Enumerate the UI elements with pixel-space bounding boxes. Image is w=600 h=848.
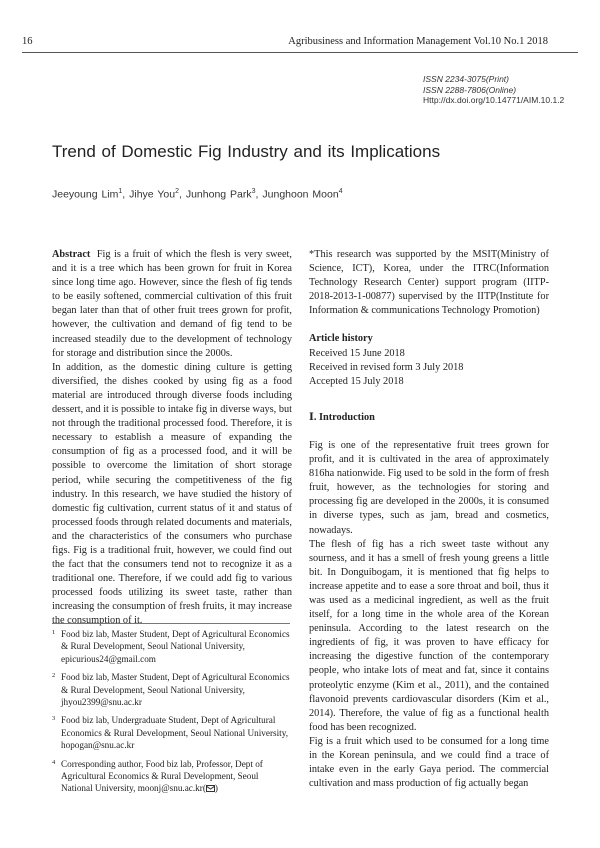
abstract-label: Abstract: [52, 249, 91, 260]
section-heading: Ⅰ. Introduction: [309, 411, 375, 423]
footnote-text: Corresponding author, Food biz lab, Professor, Dept of Agricultural Economics & Rural Development, Seoul National University, moonj@snu.ac.kr(: [61, 758, 263, 794]
history-item: Received in revised form 3 July 2018: [309, 361, 464, 373]
journal-header: Agribusiness and Information Management Vol.10 No.1 2018: [288, 36, 548, 47]
article-history: [309, 347, 549, 389]
author-mark: 3: [251, 188, 256, 195]
footnote-mark: 3: [52, 715, 56, 723]
footnote-text: Food biz lab, Undergraduate Student, Dept of Agricultural Economics & Rural Development, Seoul National University, hopogan@snu.ac.kr: [61, 715, 289, 751]
abstract-paragraph: [52, 248, 292, 361]
author-name: Jihye You: [129, 188, 176, 201]
history-item: Accepted 15 July 2018: [309, 375, 404, 387]
paper-title: Trend of Domestic Fig Industry and its Implications: [52, 142, 441, 161]
footnote-mark: 1: [52, 629, 56, 636]
page-number: 16: [22, 36, 33, 47]
issn-block: [423, 74, 564, 106]
footnote-body: Corresponding author, Food biz lab, Professor, Dept of Agricultural Economics & Rural Development, Seoul National University, moonj@snu.ac.kr( ): [61, 758, 263, 794]
footnote-mark: 4: [52, 758, 56, 766]
footnote-text: Food biz lab, Master Student, Dept of Agricultural Economics & Rural Development, Seoul National University, epicurious24@gmail.com: [61, 629, 290, 664]
footnote: [52, 628, 292, 665]
footnote-mark: 2: [52, 672, 56, 680]
issn-print: ISSN 2234-3075(Print): [423, 74, 509, 84]
footnotes: [52, 628, 292, 801]
footnote: [52, 714, 292, 751]
header-rule: [22, 52, 578, 53]
support-note: *This research was supported by the MSIT(Ministry of Science, ICT), Korea, under the ITRC(Information Technology Research Center) support program (IITP-2018-2013-1-00877) supervised by the IITP(Institute for Information & communications Technology Promotion): [309, 249, 549, 317]
doi-link[interactable]: Http://dx.doi.org/10.14771/AIM.10.1.2: [423, 95, 565, 105]
issn-online: ISSN 2288-7806(Online): [423, 84, 517, 95]
intro-paragraph: Fig is one of the representative fruit trees grown for profit, and it is cultivated in the area of approximately 816ha nationwide. Fig used to be sold in the form of fresh fruit, however, as the technologies for storing and processing fig are developed in the 2000s, it is consumed in diverse types, such as jam, bread and cosmetics, nowadays.: [309, 439, 549, 536]
author-mark: 4: [338, 188, 343, 195]
footnote: [52, 671, 292, 708]
footnote-text: Food biz lab, Master Student, Dept of Agricultural Economics & Rural Development, Seoul National University, jhyou2399@snu.ac.kr: [61, 672, 290, 708]
footnote-rule: [52, 623, 290, 624]
author-list: Jeeyoung Lim$^1$, Jihye You$^2$, Junhong Park$^3$, Junghoon Moon$^4$: [52, 188, 343, 201]
abstract-column: [52, 248, 292, 629]
author-name: Junghoon Moon: [262, 188, 339, 201]
mail-icon: [206, 785, 215, 792]
article-history-label: Article history: [309, 333, 373, 345]
right-column: [309, 248, 549, 791]
history-item: Received 15 June 2018: [309, 347, 405, 359]
author-mark: 1: [118, 188, 123, 195]
author-name: Jeeyoung Lim: [52, 188, 119, 201]
abstract-text: Fig is a fruit of which the flesh is very sweet, and it is a tree which has been grown for fruit in Korea since long time ago. However, since the flesh of fig tends to be easily softened, commercial cultivation of this fruit began later than that of other fruit trees grown for profit, however, the cultivation and demand of fig tend to be increased steadily due to the development of technology for storage and distribution since the 2000s.: [52, 249, 292, 359]
intro-paragraph: Fig is a fruit which used to be consumed for a long time in the Korean peninsula, and we could find a trace of intake even in the early Gaya period. The commercial cultivation and mass production of fig actually began: [309, 735, 549, 790]
footnote: [52, 758, 292, 795]
abstract-paragraph: In addition, as the domestic dining culture is getting diversified, the dishes cooked by using fig as a food material are introduced through diverse foods including dessert, and it is possible to intake fig in diverse ways, but not through the traditional processed food. Therefore, it is necessary to establish a measure of expanding the consumption of fig as a processed food, and it will be possible to overcome the limitation of short storage period, while securing the competitiveness of the fig industry. In this research, we have studied the history of domestic fig cultivation, current status of it and status of processed foods through related documents and materials, and the characteristics of the consumers who purchase figs. Fig is a traditional fruit, however, we could find out the fact that the consumers tend not to recognize it as a traditional one. Therefore, if we could add fig to various processed foods utilizing its sweet taste, rather than increasing the consumption of fresh fruits, it may increase the consumption of it.: [52, 361, 292, 627]
author-mark: 2: [175, 188, 179, 195]
intro-paragraph: The flesh of fig has a rich sweet taste without any sourness, and it has a smell of fresh young greens a little bit. In Donguibogam, it is mentioned that fig helps to increase appetite and to ease a sore throat and boil, thus it was used as a medicinal ingredient, as well as the fruit itself, for a long time in the whole area of the Korean peninsula. According to the latest research on the ingredients of fig, it was proven to have efficacy for increasing the digestive function of the contemporary people, who intake lots of meat and fat, since it contains proteolytic enzyme (Kim et al., 2011), and the contained flavonoid prevents cardiovascular disorders (Kim et al., 2014). Therefore, the value of fig as a functional health food has been recognized.: [309, 538, 549, 733]
author-name: Junhong Park: [185, 188, 252, 201]
